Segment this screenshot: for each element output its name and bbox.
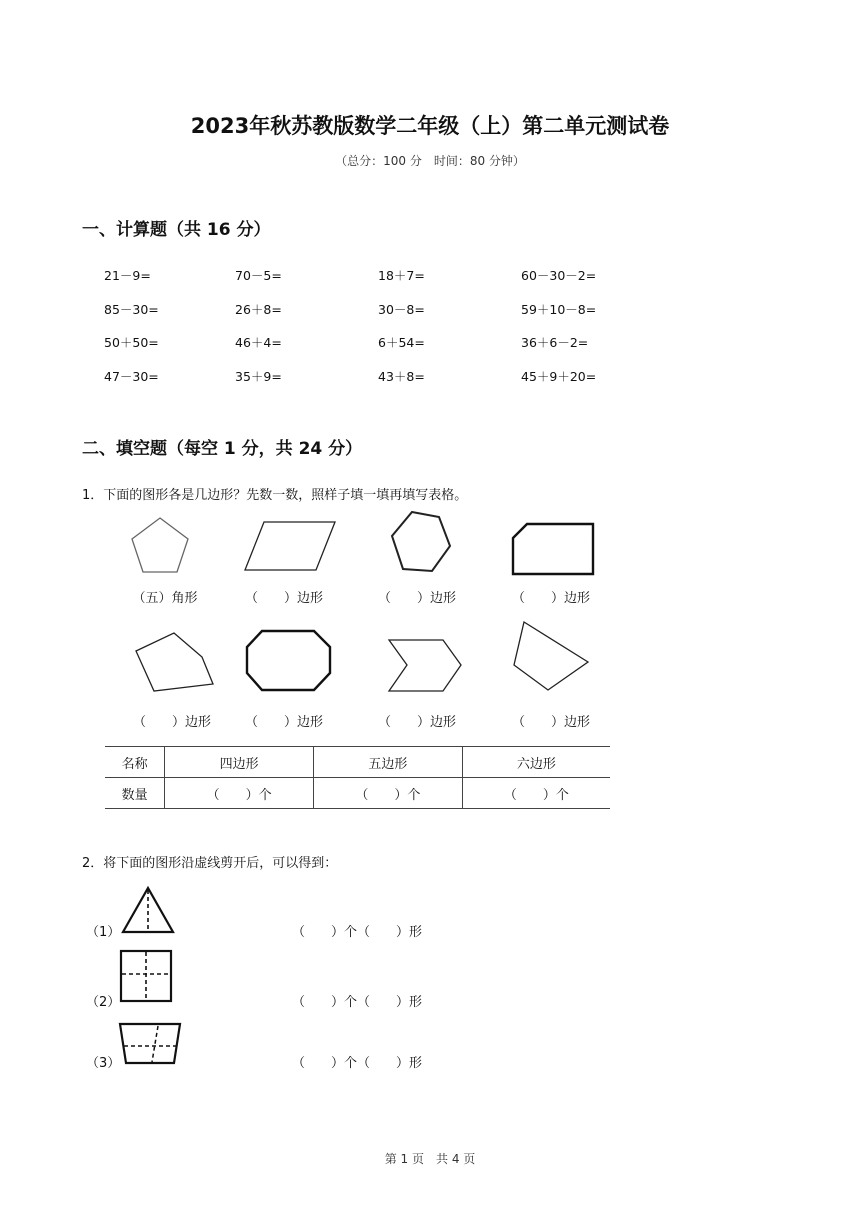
calc-item: 21－9= xyxy=(104,268,151,283)
table-cell: 四边形 xyxy=(165,747,314,778)
table-cell: 名称 xyxy=(105,747,165,778)
hexagon-icon xyxy=(385,509,457,579)
calc-item: 45＋9＋20= xyxy=(521,369,597,384)
page-title: 2023年秋苏教版数学二年级（上）第二单元测试卷 xyxy=(190,114,670,138)
pentagon-cut-corner-icon xyxy=(507,519,597,579)
calc-item: 43＋8= xyxy=(378,369,425,384)
calc-item: 46＋4= xyxy=(235,335,282,350)
pentagon-icon xyxy=(125,515,195,577)
question-1-text: 1．下面的图形各是几边形？先数一数，照样子填一填再填写表格。 xyxy=(82,488,468,503)
table-answer-cell[interactable]: （ ）个 xyxy=(165,778,314,809)
trapezoid-dashed-cut-icon xyxy=(116,1020,184,1068)
table-answer-cell[interactable]: （ ）个 xyxy=(462,778,610,809)
page-subtitle: （总分：100 分 时间：80 分钟） xyxy=(335,154,525,168)
section-2-heading: 二、填空题（每空 1 分，共 24 分） xyxy=(82,439,363,459)
item-answer[interactable]: （ ）个（ ）形 xyxy=(292,995,423,1010)
calc-item: 85－30= xyxy=(104,302,159,317)
shape-answer-label[interactable]: （ ）边形 xyxy=(132,715,211,730)
calc-item: 59＋10－8= xyxy=(521,302,597,317)
table-cell: 数量 xyxy=(105,778,165,809)
calc-item: 18＋7= xyxy=(378,268,425,283)
question-2-text: 2．将下面的图形沿虚线剪开后，可以得到： xyxy=(82,856,338,871)
item-number: （3） xyxy=(86,1056,121,1071)
shape-answer-label[interactable]: （ ）边形 xyxy=(511,591,590,606)
square-dashed-cross-icon xyxy=(118,948,174,1004)
table-answer-cell[interactable]: （ ）个 xyxy=(314,778,463,809)
shape-answer-label[interactable]: （ ）边形 xyxy=(511,715,590,730)
item-answer[interactable]: （ ）个（ ）形 xyxy=(292,925,423,940)
calc-item: 36＋6－2= xyxy=(521,335,589,350)
table-cell: 五边形 xyxy=(314,747,463,778)
calc-item: 26＋8= xyxy=(235,302,282,317)
calc-item: 60－30－2= xyxy=(521,268,597,283)
page-footer: 第 1 页 共 4 页 xyxy=(384,1152,476,1166)
section-1-heading: 一、计算题（共 16 分） xyxy=(82,220,271,240)
calc-item: 35＋9= xyxy=(235,369,282,384)
item-number: （1） xyxy=(86,925,121,940)
quadrilateral-icon xyxy=(508,618,594,694)
shape-answer-label[interactable]: （ ）边形 xyxy=(244,715,323,730)
calc-item: 70－5= xyxy=(235,268,282,283)
calc-item: 47－30= xyxy=(104,369,159,384)
item-answer[interactable]: （ ）个（ ）形 xyxy=(292,1056,423,1071)
item-number: （2） xyxy=(86,995,121,1010)
shape-answer-label: （五）角形 xyxy=(132,591,198,606)
shape-answer-label[interactable]: （ ）边形 xyxy=(377,715,456,730)
shape-answer-label[interactable]: （ ）边形 xyxy=(244,591,323,606)
table-row xyxy=(105,778,610,809)
shape-count-table xyxy=(105,746,610,809)
calc-item: 30－8= xyxy=(378,302,425,317)
irregular-pentagon-icon xyxy=(130,628,220,694)
shape-answer-label[interactable]: （ ）边形 xyxy=(377,591,456,606)
table-cell: 六边形 xyxy=(462,747,610,778)
octagon-icon xyxy=(243,627,335,695)
parallelogram-icon xyxy=(240,518,340,574)
triangle-dashed-cut-icon xyxy=(118,885,178,937)
chevron-hexagon-icon xyxy=(385,635,467,695)
calc-item: 6＋54= xyxy=(378,335,425,350)
table-header-row xyxy=(105,747,610,778)
calc-item: 50＋50= xyxy=(104,335,159,350)
